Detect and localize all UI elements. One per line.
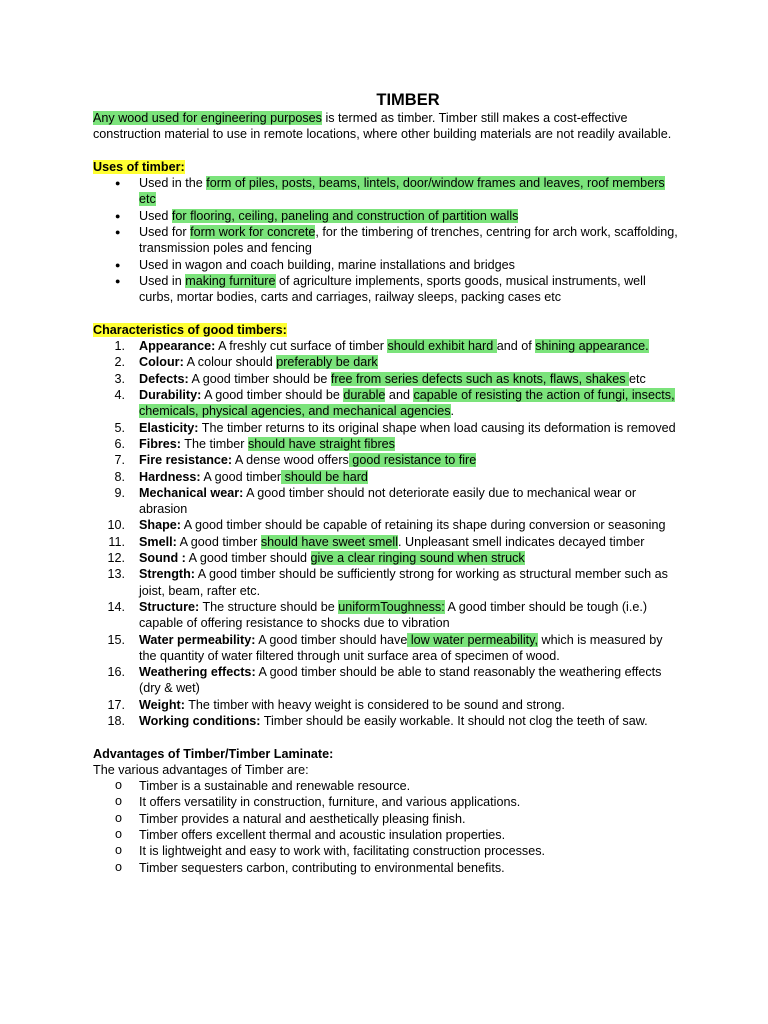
- list-item-term: Elasticity:: [139, 420, 199, 435]
- list-item: [93, 208, 683, 224]
- list-item: [93, 599, 683, 632]
- list-item-text: , for the timbering of trenches, centring for arch work, scaffolding, transmission poles and fencing: [139, 225, 678, 256]
- list-item-text: The timber: [181, 436, 248, 451]
- list-item-text: which is measured by the quantity of water filtered through unit surface area of specimen of wood.: [139, 632, 663, 663]
- list-item: [93, 175, 683, 208]
- list-item-term: Working conditions:: [139, 713, 261, 728]
- list-item-highlight: uniformToughness:: [338, 599, 445, 614]
- list-item-text: A good timber should not deteriorate easily due to mechanical wear or abrasion: [139, 485, 637, 517]
- list-item-number: 3.: [114, 371, 125, 386]
- list-item: [93, 664, 683, 697]
- list-item-number: 8.: [114, 469, 125, 484]
- list-item-highlight: form of piles, posts, beams, lintels, door/window frames and leaves, roof members etc: [139, 176, 665, 207]
- list-item-term: Water permeability:: [139, 632, 256, 647]
- list-item: o It is lightweight and easy to work with, facilitating construction processes.: [93, 843, 683, 859]
- list-item: o Timber is a sustainable and renewable resource.: [93, 778, 683, 794]
- list-item: [93, 436, 683, 452]
- list-item: o Timber provides a natural and aesthetically pleasing finish.: [93, 811, 683, 827]
- list-item-highlight: form work for concrete: [190, 225, 316, 240]
- list-item-text: . Unpleasant smell indicates decayed timber: [398, 534, 645, 549]
- list-item-text: A good timber should be tough (i.e.) capable of offering resistance to shocks due to vibration: [139, 599, 648, 631]
- list-item-text: Used in wagon and coach building, marine installations and bridges: [139, 257, 515, 272]
- list-item-text: The timber returns to its original shape when load causing its deformation is removed: [198, 420, 676, 435]
- list-item-highlight: for flooring, ceiling, paneling and construction of partition walls: [171, 208, 519, 223]
- list-item-text: The structure should be: [199, 599, 339, 614]
- list-item-text: Used: [139, 208, 172, 223]
- list-item-term: Defects:: [139, 371, 189, 386]
- list-item-term: Hardness:: [139, 469, 201, 484]
- list-item-highlight: should have straight fibres: [247, 436, 395, 451]
- list-item-highlight: low water permeability,: [407, 632, 538, 647]
- list-item: [93, 534, 683, 550]
- list-item: o It offers versatility in construction, furniture, and various applications.: [93, 794, 683, 810]
- list-item-text: .: [450, 404, 455, 419]
- list-item-term: Sound :: [139, 551, 186, 566]
- list-item-highlight: capable of resisting the action of fungi, insects, chemicals, physical agencies, and mechanical agencies: [139, 388, 675, 419]
- list-item-number: 13.: [107, 567, 125, 582]
- list-item-number: 5.: [114, 420, 125, 435]
- advantages-intro: The various advantages of Timber are:: [93, 762, 309, 777]
- document-page: [93, 90, 683, 876]
- list-item: [93, 257, 683, 273]
- list-item-term: Shape:: [139, 518, 181, 533]
- list-item-highlight: should exhibit hard: [387, 339, 497, 354]
- list-item-text: Timber should be easily workable. It should not clog the teeth of saw.: [260, 713, 648, 728]
- list-item-number: 11.: [108, 534, 125, 549]
- document-title: TIMBER: [376, 91, 440, 109]
- characteristics-heading-text: Characteristics of good timbers:: [93, 322, 287, 337]
- list-item-text: A good timber should be: [201, 388, 344, 403]
- list-item-text: of agriculture implements, sports goods, musical instruments, well curbs, mortar bodies, carts and carriages, railway sleeps, packing cases etc: [139, 273, 646, 305]
- list-item-text: and: [385, 388, 414, 403]
- list-item-highlight: free from series defects such as knots, flaws, shakes: [330, 371, 630, 386]
- list-item-text: A dense wood offers: [232, 453, 349, 468]
- list-item: [93, 338, 683, 354]
- list-item-term: Colour:: [139, 355, 184, 370]
- list-item-highlight: should be hard: [281, 469, 368, 484]
- list-item-number: 7.: [114, 453, 125, 468]
- list-item-number: 17.: [107, 697, 125, 712]
- list-item: [93, 273, 683, 306]
- uses-heading: [93, 159, 683, 175]
- intro-text: is termed as timber. Timber still makes a cost-effective construction material to use in remote locations, where other building materials are not readily available.: [93, 111, 672, 142]
- list-item: [93, 420, 683, 436]
- list-item-highlight: durable: [343, 388, 386, 403]
- list-item: [93, 550, 683, 566]
- list-item-term: Appearance:: [139, 339, 216, 354]
- list-item: o Timber offers excellent thermal and acoustic insulation properties.: [93, 827, 683, 843]
- uses-heading-text: Uses of timber:: [93, 159, 185, 174]
- list-item-number: 14.: [107, 599, 125, 614]
- list-item: [93, 224, 683, 257]
- list-item-term: Mechanical wear:: [139, 485, 244, 500]
- list-item-text: A good timber: [200, 469, 282, 484]
- list-item-number: 16.: [107, 665, 125, 680]
- list-item-term: Weathering effects:: [139, 665, 256, 680]
- list-item-text: Used in the: [139, 176, 207, 191]
- uses-list: [93, 175, 683, 305]
- list-item-text: Used for: [139, 225, 191, 240]
- list-item-text: A good timber should be capable of retaining its shape during conversion or seasoning: [181, 518, 666, 533]
- list-item-number: 1.: [114, 339, 125, 354]
- list-item-term: Smell:: [139, 534, 177, 549]
- list-item-text: etc: [629, 371, 646, 386]
- list-item-highlight: making furniture: [185, 273, 276, 288]
- list-item-term: Durability:: [139, 388, 202, 403]
- list-item-term: Weight:: [139, 697, 185, 712]
- list-item: [93, 371, 683, 387]
- list-item-number: 12.: [107, 551, 125, 566]
- list-item-highlight: should have sweet smell: [260, 534, 399, 549]
- list-item-highlight: preferably be dark: [276, 355, 378, 370]
- list-item-term: Strength:: [139, 567, 195, 582]
- list-item: [93, 632, 683, 665]
- list-item: [93, 697, 683, 713]
- list-item-number: 9.: [114, 485, 125, 500]
- list-item-term: Fire resistance:: [139, 453, 233, 468]
- list-item-number: 4.: [114, 388, 125, 403]
- list-item-text: A colour should: [183, 355, 277, 370]
- list-item-text: A good timber: [176, 534, 261, 549]
- list-item: [93, 469, 683, 485]
- list-item-text: A good timber should: [185, 551, 311, 566]
- list-item-text: A freshly cut surface of timber: [215, 339, 388, 354]
- list-item-text: A good timber should be: [188, 371, 331, 386]
- list-item: [93, 517, 683, 533]
- list-item: [93, 387, 683, 420]
- list-item-text: Used in: [139, 273, 186, 288]
- advantages-list: [93, 778, 683, 876]
- intro-highlight: Any wood used for engineering purposes: [93, 111, 322, 125]
- list-item-term: Fibres:: [139, 436, 181, 451]
- list-item-number: 15.: [107, 632, 125, 647]
- list-item: [93, 485, 683, 518]
- list-item-text: The timber with heavy weight is considered to be sound and strong.: [184, 697, 565, 712]
- list-item-text: A good timber should be sufficiently strong for working as structural member such as joist, beam, rafter etc.: [139, 567, 668, 598]
- advantages-heading: Advantages of Timber/Timber Laminate:: [93, 746, 334, 761]
- list-item-number: 6.: [114, 436, 125, 451]
- list-item-text: A good timber should have: [255, 632, 408, 647]
- characteristics-list: [93, 338, 683, 729]
- list-item: o Timber sequesters carbon, contributing to environmental benefits.: [93, 860, 683, 876]
- list-item-highlight: shining appearance.: [535, 339, 649, 354]
- list-item-number: 2.: [114, 355, 125, 370]
- intro-paragraph: [93, 110, 683, 143]
- list-item-text: A good timber should be able to stand reasonably the weathering effects (dry & wet): [139, 665, 662, 696]
- list-item-text: and of: [496, 339, 536, 354]
- list-item: [93, 452, 683, 468]
- list-item: [93, 354, 683, 370]
- list-item-number: 10.: [107, 518, 125, 533]
- list-item-number: 18.: [107, 713, 125, 728]
- list-item-highlight: good resistance to fire: [348, 453, 477, 468]
- list-item: [93, 566, 683, 599]
- list-item: [93, 713, 683, 729]
- list-item-highlight: give a clear ringing sound when struck: [310, 551, 525, 566]
- characteristics-heading: [93, 322, 683, 338]
- list-item-term: Structure:: [139, 599, 200, 614]
